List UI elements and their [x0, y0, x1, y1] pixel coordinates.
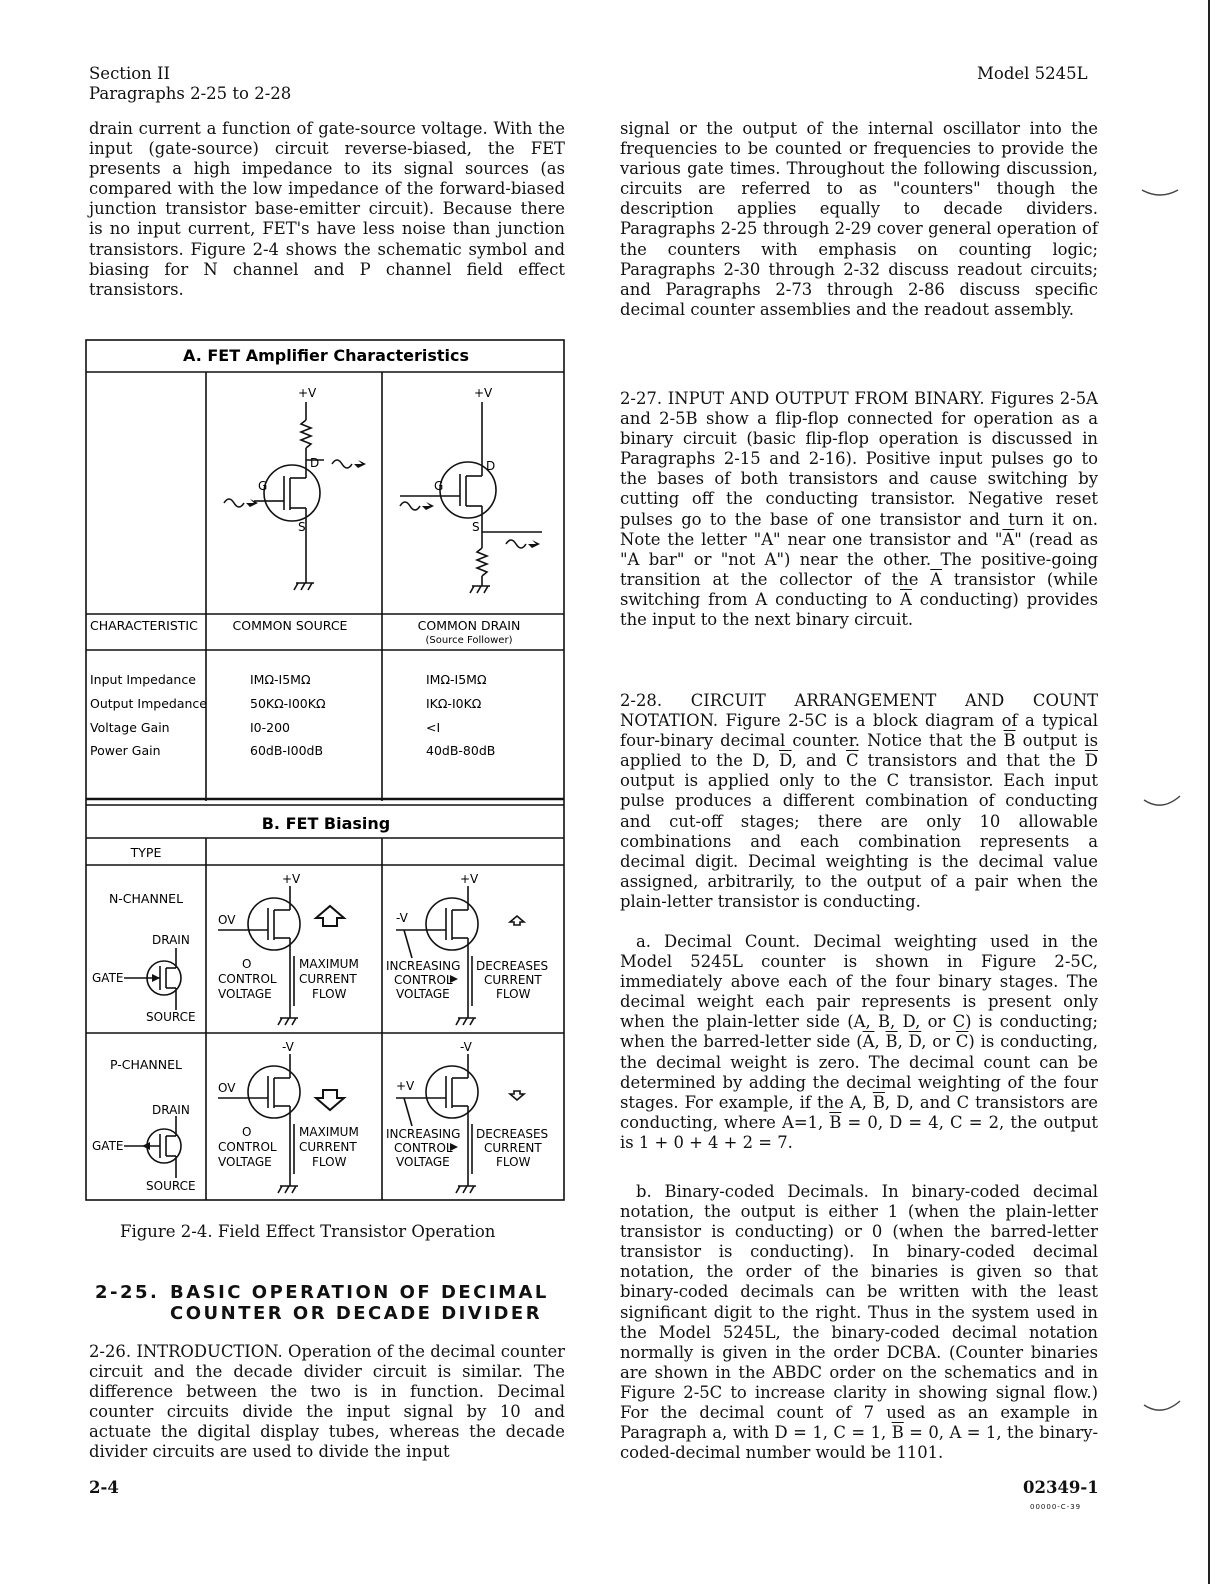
p-bias-zero — [218, 1054, 344, 1193]
nb2-voltage: VOLTAGE — [396, 987, 450, 1001]
cd-output-impedance: IKΩ-I0KΩ — [426, 696, 482, 711]
para-2-28-part4: transistors and that the — [858, 751, 1085, 771]
nb2-neg-v: -V — [396, 911, 408, 925]
pb2-decreases: DECREASES — [476, 1127, 549, 1141]
para-2-28-part2: output is applied to the D, — [620, 731, 1098, 771]
col-common-drain: COMMON DRAIN — [417, 618, 521, 633]
nb2-plus-v: +V — [460, 872, 479, 886]
para-2-27-text — [620, 389, 1098, 630]
nb1-control: CONTROL — [218, 972, 277, 986]
binding-marks — [1140, 180, 1190, 1420]
b-bar-a3: $\overline{B}$ — [829, 1112, 842, 1132]
para-2-28-part3: , and — [791, 751, 846, 771]
d-bar-a: $\overline{D}$ — [908, 1032, 922, 1052]
figure-title-a: A. FET Amplifier Characteristics — [183, 346, 469, 365]
p-channel-symbol — [124, 1116, 181, 1178]
n-gate-arrow-icon — [152, 974, 160, 982]
row-power-gain: Power Gain — [90, 743, 161, 758]
pb1-minus-v: -V — [282, 1040, 294, 1054]
left-intro-text: drain current a function of gate-source voltage. With the input (gate-source) circuit reverse-biased, the FET presents a high impedance to its signal sources (as compared with the low impedance of the forward-biased junction transistor base-emitter circuit). Because there is no input current, FET's have less noise than junction transistors. Figure 2-4 shows the schematic symbol and biasing for N channel and P channel field effect transistors. — [89, 119, 565, 299]
col-common-drain-sub: (Source Follower) — [425, 635, 513, 646]
pb2-minus-v: -V — [460, 1040, 472, 1054]
pb1-ov: OV — [218, 1081, 236, 1095]
para-2-26 — [89, 1342, 565, 1463]
pb1-voltage: VOLTAGE — [218, 1155, 272, 1169]
page-edge — [1208, 0, 1210, 1584]
common-drain-schematic — [400, 402, 542, 593]
para-b-part2: = 0, A = 1, the binary-coded-decimal number would be 1101. — [620, 1423, 1098, 1463]
b-bar-a: $\overline{B}$ — [885, 1032, 898, 1052]
a-bar-1: $\overline{A}$ — [1002, 529, 1015, 549]
nb1-zero: O — [242, 957, 252, 971]
section-heading-line2: COUNTER OR DECADE DIVIDER — [170, 1303, 543, 1324]
nb2-control: CONTROL — [394, 973, 453, 987]
pb2-control: CONTROL — [394, 1141, 453, 1155]
para-2-27-part4: conducting) provides the input to the next binary circuit. — [620, 589, 1098, 630]
common-source-schematic — [224, 402, 352, 590]
nb2-flow: FLOW — [496, 987, 531, 1001]
model-label: Model 5245L — [977, 64, 1088, 83]
cd-g-label: G — [434, 479, 444, 493]
paragraph-range: Paragraphs 2-25 to 2-28 — [89, 84, 292, 103]
figure-caption: Figure 2-4. Field Effect Transistor Operation — [120, 1222, 496, 1241]
pb1-zero: O — [242, 1125, 252, 1139]
para-a-part4: , D, and C transistors are conducting, where A=1, — [620, 1092, 1099, 1132]
pb1-flow: FLOW — [312, 1155, 347, 1169]
section-heading-line1: BASIC OPERATION OF DECIMAL — [170, 1282, 549, 1303]
para-a-sep1: , — [874, 1032, 886, 1052]
cd-plus-v: +V — [474, 386, 493, 400]
para-2-26-text: 2-26. INTRODUCTION. Operation of the decimal counter circuit and the decade divider circuit is similar. The difference between the two is in function. Decimal counter circuits divide the input signal by 10 and actuate the digital display tubes, whereas the decade divider circuits are used to divide the input — [89, 1342, 565, 1462]
right-intro-text: signal or the output of the internal oscillator into the frequencies to be counted or frequencies to provide the various gate times. Throughout the following discussion, circuits are referred to as "counters" though the description applies equally to decade dividers. Paragraphs 2-25 through 2-29 cover general operation of the counters with emphasis on counting logic; Paragraphs 2-30 through 2-32 discuss readout circuits; and Paragraphs 2-73 through 2-86 discuss specific decimal counter assemblies and the readout assembly. — [620, 119, 1098, 319]
row-voltage-gain: Voltage Gain — [90, 720, 170, 735]
n-bias-negative — [396, 886, 524, 1025]
cd-power-gain: 40dB-80dB — [426, 743, 496, 758]
pb2-current: CURRENT — [484, 1141, 542, 1155]
nb1-ov: OV — [218, 913, 236, 927]
p-source-label: SOURCE — [146, 1179, 196, 1193]
pb2-increasing: INCREASING — [386, 1127, 461, 1141]
para-2-28-part5: output is applied only to the C transistor. Each input pulse produces a different combination of conducting and cut-off stages; there are only 10 allowable combinations and each combination represents a decimal digit. Decimal weighting is the decimal value assigned, arbitrarily, to the output of a pair when the plain-letter transistor is conducting. — [620, 771, 1098, 911]
para-a-part2: , or — [921, 1032, 956, 1052]
d-bar-1: $\overline{D}$ — [779, 751, 792, 771]
p-channel-label: P-CHANNEL — [109, 1057, 183, 1072]
para-2-28-part1: 2-28. CIRCUIT ARRANGEMENT AND COUNT NOTATION. Figure 2-5C is a block diagram of a typical four-binary decimal counter. Notice that the — [620, 691, 1098, 751]
n-gate-label: GATE — [92, 971, 124, 985]
para-a-part5: = 0, D = 4, C = 2, the output is 1 + 0 + 4 + 2 = 7. — [620, 1112, 1098, 1152]
d-bar-2: $\overline{D}$ — [1084, 751, 1099, 771]
nb2-decreases: DECREASES — [476, 959, 549, 973]
print-code: 00000-C-39 — [1030, 1503, 1082, 1511]
section-label: Section II — [89, 64, 171, 83]
p-gate-arrow-icon — [142, 1142, 150, 1150]
nb1-current: CURRENT — [299, 972, 357, 986]
para-a-part3: ) is conducting, the decimal weight is zero. The decimal count can be determined by adding the decimal weighting of the four stages. For example, if the A, — [620, 1032, 1099, 1112]
para-2-28-text — [620, 691, 1098, 912]
col-characteristic: CHARACTERISTIC — [90, 618, 198, 633]
row-output-impedance: Output Impedance — [90, 696, 207, 711]
cd-d-label: D — [486, 459, 496, 473]
b-bar-a2: $\overline{B}$ — [872, 1092, 885, 1112]
pb1-current: CURRENT — [299, 1140, 357, 1154]
a-bar-2: $\overline{A}$ — [930, 569, 943, 589]
cd-input-impedance: IMΩ-I5MΩ — [426, 672, 487, 687]
pb2-voltage: VOLTAGE — [396, 1155, 450, 1169]
n-channel-label: N-CHANNEL — [108, 891, 184, 906]
nb1-flow: FLOW — [312, 987, 347, 1001]
p-gate-label: GATE — [92, 1139, 124, 1153]
cs-s-label: S — [298, 520, 306, 534]
cs-input-impedance: IMΩ-I5MΩ — [250, 672, 311, 687]
pb2-flow: FLOW — [496, 1155, 531, 1169]
para-2-27-part3: transistor (while switching from A conducting to — [620, 569, 1098, 609]
page-number: 2-4 — [89, 1478, 119, 1497]
right-intro-paragraph — [620, 119, 1098, 320]
nb2-current: CURRENT — [484, 973, 542, 987]
cd-output-arrow-icon — [528, 540, 540, 548]
para-a — [620, 932, 1098, 1153]
document-number: 02349-1 — [1023, 1478, 1099, 1497]
cs-d-label: D — [310, 456, 320, 470]
cs-plus-v: +V — [298, 386, 317, 400]
a-bar-a: $\overline{A}$ — [862, 1032, 875, 1052]
nb1-maximum: MAXIMUM — [299, 957, 359, 971]
p-drain-label: DRAIN — [152, 1103, 190, 1117]
c-bar-a: $\overline{C}$ — [955, 1032, 969, 1052]
section-number: 2-25. — [95, 1282, 160, 1303]
cs-voltage-gain: I0-200 — [250, 720, 291, 735]
col-common-source: COMMON SOURCE — [232, 618, 348, 633]
nb1-voltage: VOLTAGE — [218, 987, 272, 1001]
figure-2-4 — [84, 338, 568, 1212]
para-b-part1: b. Binary-coded Decimals. In binary-coded decimal notation, the output is either 1 (when the plain-letter transistor is conducting) or 0 (when the barred-letter transistor is conducting). In binary-coded decimal notation, the order of the binaries is given so that binary-coded decimals can be written with the least significant digit to the right. Thus in the system used in the Model 5245L, the binary-coded decimal notation normally is given in the order DCBA. (Counter binaries are shown in the ABDC order on the schematics and in Figure 2-5C to increase clarity in showing signal flow.) For the decimal count of 7 used as an example in Paragraph a, with D = 1, C = 1, — [620, 1182, 1098, 1443]
left-intro-paragraph — [89, 119, 565, 300]
p-bias-positive — [396, 1054, 524, 1193]
pb1-control: CONTROL — [218, 1140, 277, 1154]
para-a-sep2: , — [897, 1032, 909, 1052]
nb1-plus-v: +V — [282, 872, 301, 886]
para-b — [620, 1182, 1098, 1463]
para-a-text — [620, 932, 1098, 1153]
cd-input-arrow-icon — [422, 502, 434, 510]
cd-s-label: S — [472, 520, 480, 534]
cs-output-impedance: 50KΩ-I00KΩ — [250, 696, 326, 711]
para-b-text — [620, 1182, 1098, 1463]
b-bar-1: $\overline{B}$ — [1003, 731, 1016, 751]
nb2-increasing: INCREASING — [386, 959, 461, 973]
pb1-maximum: MAXIMUM — [299, 1125, 359, 1139]
para-2-28 — [620, 691, 1098, 912]
cs-power-gain: 60dB-I00dB — [250, 743, 324, 758]
a-bar-3: $\overline{A}$ — [900, 589, 912, 609]
cs-g-label: G — [258, 479, 268, 493]
n-drain-label: DRAIN — [152, 933, 190, 947]
para-2-27-part2: " (read as "A bar" or "not A") near the other. The positive-going transition at the collector of the — [620, 529, 1098, 589]
para-a-part1: a. Decimal Count. Decimal weighting used in the Model 5245L counter is shown in Figure 2-5C, immediately above each of the four binary stages. The decimal weight each pair represents is present only when the plain-letter side (A, B, D, or C) is conducting; when the barred-letter side ( — [620, 932, 1098, 1052]
b-bar-b: $\overline{B}$ — [891, 1423, 904, 1443]
n-bias-zero — [218, 886, 344, 1025]
type-label: TYPE — [130, 845, 162, 860]
c-bar-1: $\overline{C}$ — [845, 751, 859, 771]
para-2-27 — [620, 389, 1098, 630]
para-2-27-part1: 2-27. INPUT AND OUTPUT FROM BINARY. Figures 2-5A and 2-5B show a flip-flop connected for operation as a binary circuit (basic flip-flop operation is discussed in Paragraphs 2-15 and 2-16). Positive input pulses go to the bases of both transistors and cause switching by cutting off the conducting transistor. Negative reset pulses go to the base of one transistor and turn it on. Note the letter "A" near one transistor and " — [620, 389, 1098, 549]
n-source-label: SOURCE — [146, 1010, 196, 1024]
pb2-pos-v: +V — [396, 1079, 415, 1093]
figure-title-b: B. FET Biasing — [261, 814, 391, 833]
cd-voltage-gain: <I — [426, 720, 441, 735]
output-arrow-icon — [354, 460, 366, 468]
row-input-impedance: Input Impedance — [90, 672, 196, 687]
